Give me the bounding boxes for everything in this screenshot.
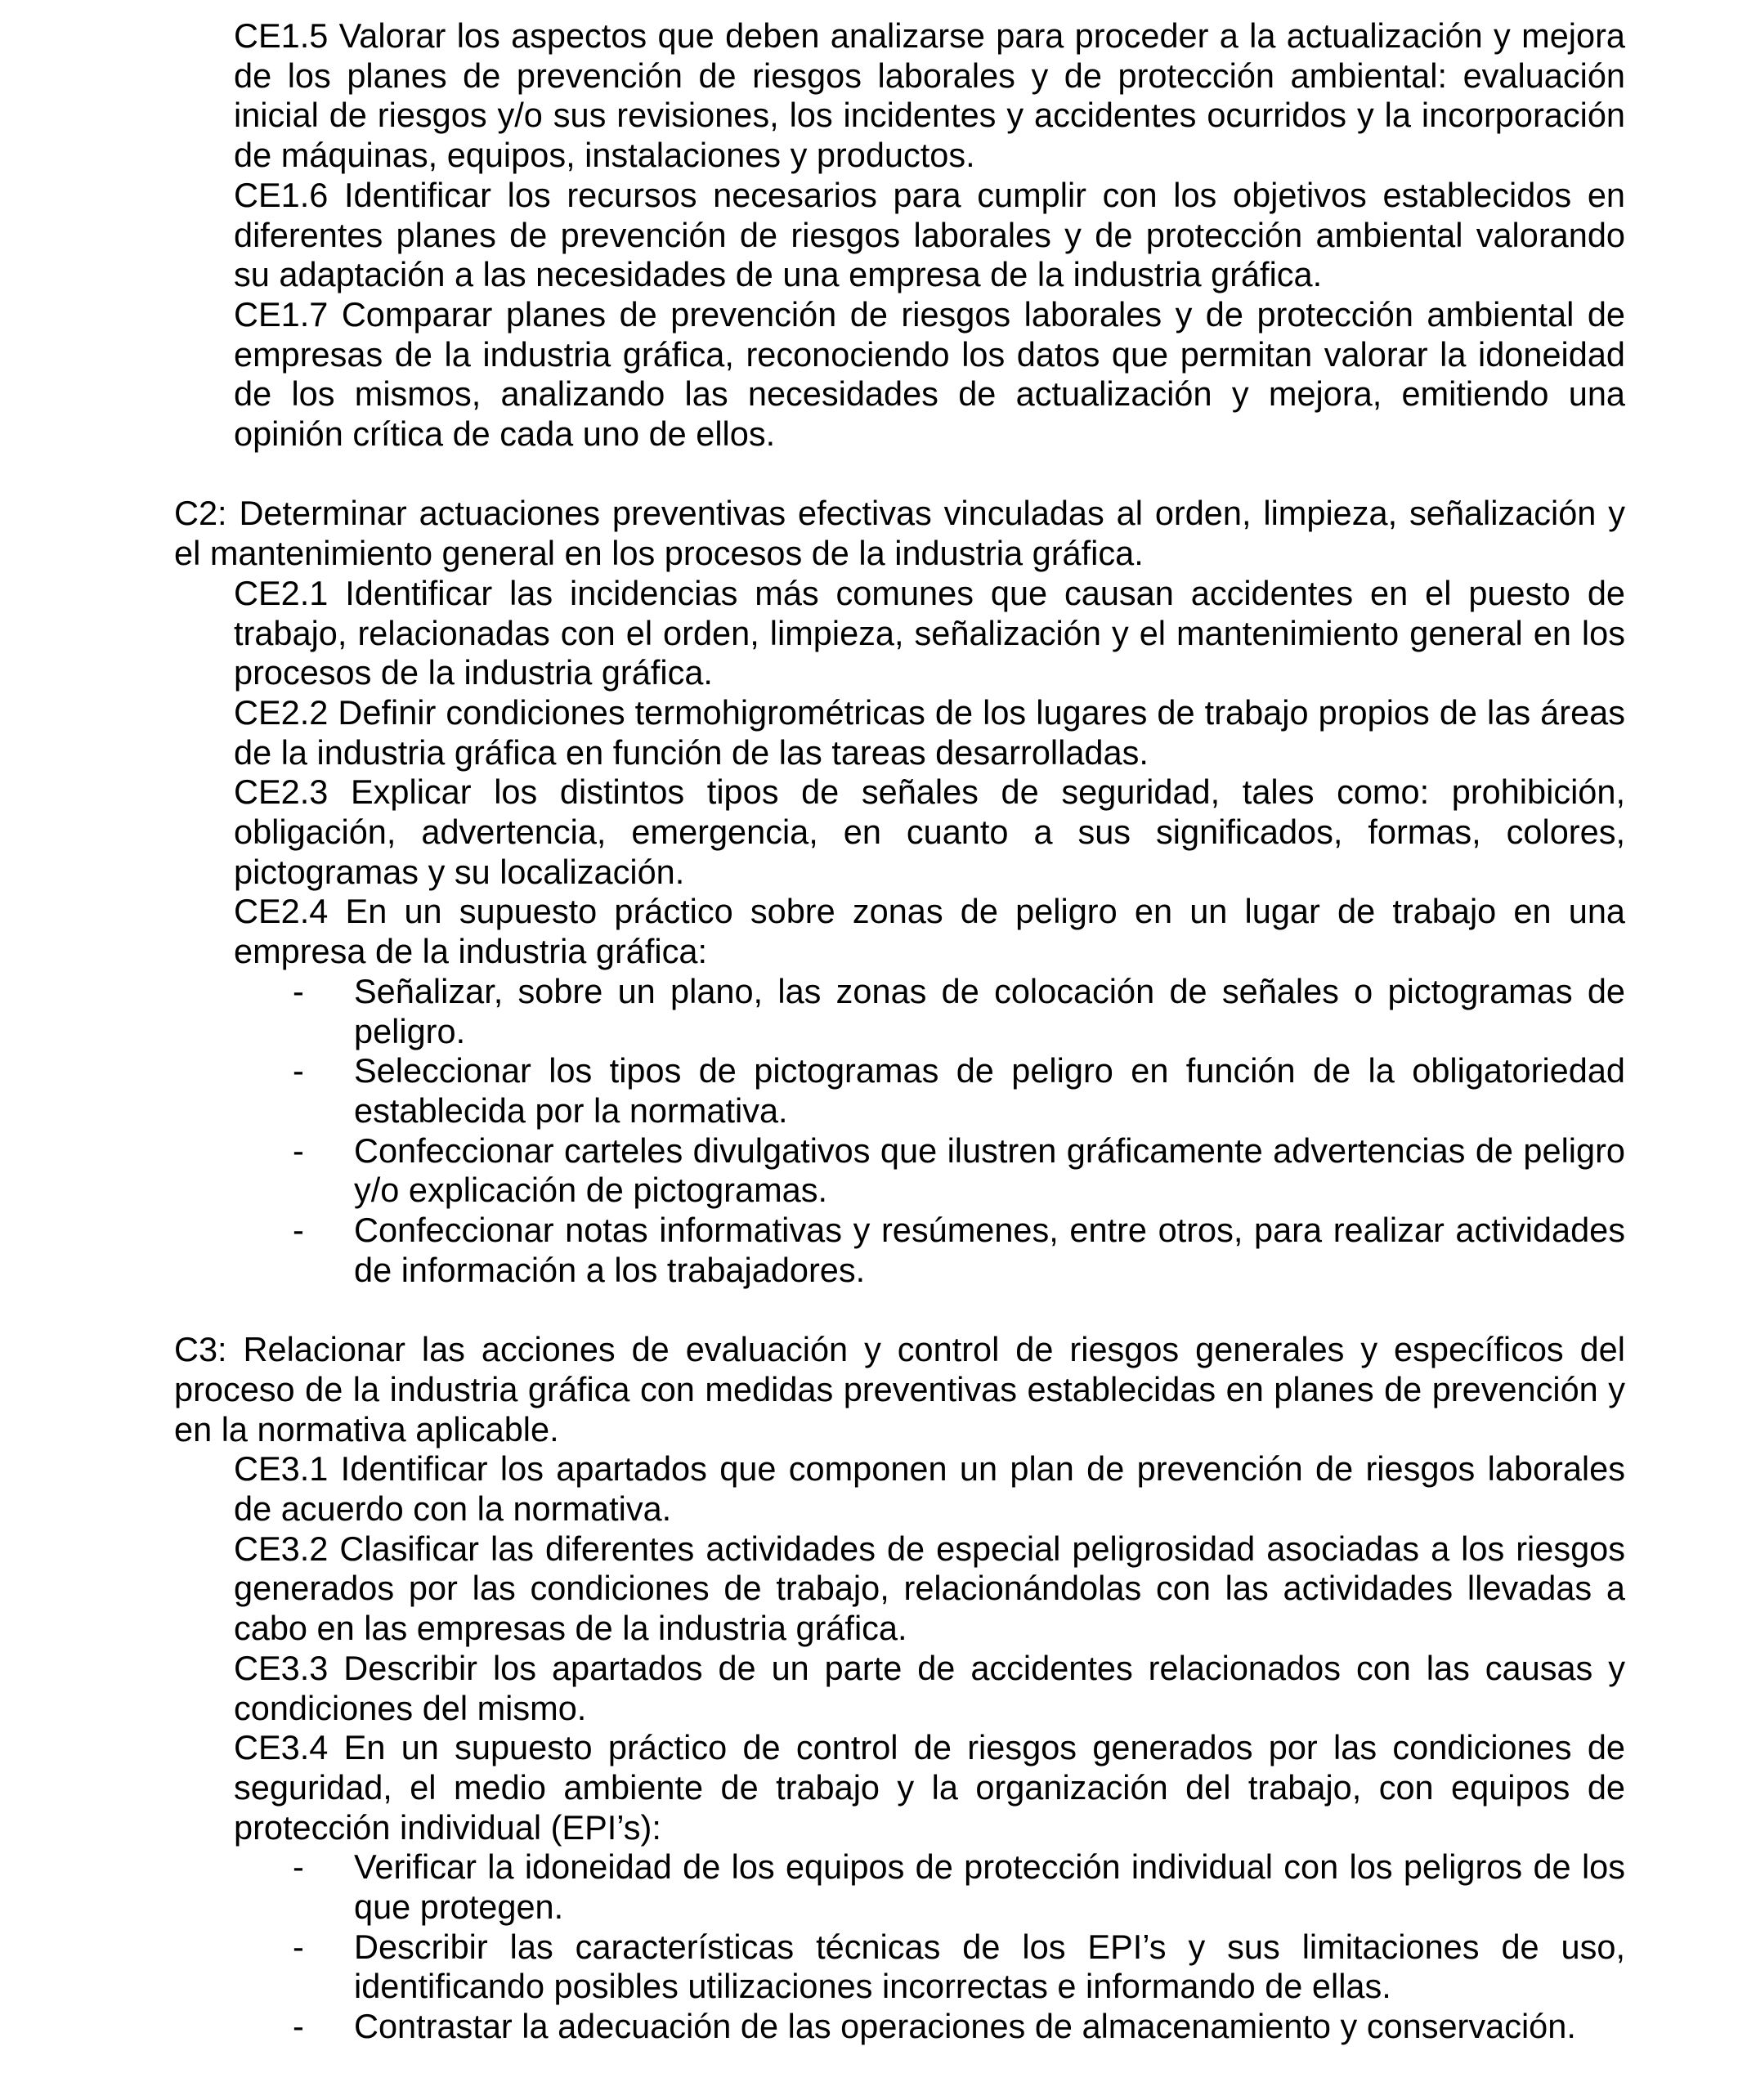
list-item-text: Verificar la idoneidad de los equipos de protección individual con los peligros de los que protegen. [354,1847,1625,1927]
list-item [293,1211,1625,1290]
list-item-text: Confeccionar carteles divulgativos que ilustren gráficamente advertencias de peligro y/o explicación de pictogramas. [354,1131,1625,1210]
list-item [293,1051,1625,1131]
criterion-ce3-4: CE3.4 En un supuesto práctico de control de riesgos generados por las condiciones de seguridad, el medio ambiente de trabajo y la organización del trabajo, con equipos de protección individual (EPI’s): [234,1728,1625,1847]
bullet-dash: - [293,971,304,1010]
list-item-text: Describir las características técnicas de los EPI’s y sus limitaciones de uso, identificando posibles utilizaciones incorrectas e informando de ellas. [354,1927,1625,2006]
criterion-ce1-5: CE1.5 Valorar los aspectos que deben analizarse para proceder a la actualización y mejora de los planes de prevención de riesgos laborales y de protección ambiental: evaluación inicial de riesgos y/o sus revisiones, los incidentes y accidentes ocurridos y la incorporación de máquinas, equipos, instalaciones y productos. [234,16,1625,175]
bullet-dash: - [293,2007,304,2046]
capacity-c2-heading: C2: Determinar actuaciones preventivas efectivas vinculadas al orden, limpieza, señalización y el mantenimiento general en los procesos de la industria gráfica. [174,494,1625,573]
paragraph-spacer [174,454,1625,495]
list-item [293,1927,1625,2007]
document-page [174,16,1625,2047]
list-item-text: Seleccionar los tipos de pictogramas de peligro en función de la obligatoriedad establecida por la normativa. [354,1051,1625,1130]
criterion-ce2-3: CE2.3 Explicar los distintos tipos de señales de seguridad, tales como: prohibición, obligación, advertencia, emergencia, en cuanto a sus significados, formas, colores, pictogramas y su localización. [234,772,1625,891]
list-item [293,1847,1625,1927]
criterion-ce3-2: CE3.2 Clasificar las diferentes actividades de especial peligrosidad asociadas a los riesgos generados por las condiciones de trabajo, relacionándolas con las actividades llevadas a cabo en las empresas de la industria gráfica. [234,1529,1625,1648]
criterion-ce3-3: CE3.3 Describir los apartados de un parte de accidentes relacionados con las causas y condiciones del mismo. [234,1648,1625,1727]
list-item-text: Señalizar, sobre un plano, las zonas de colocación de señales o pictogramas de peligro. [354,971,1625,1050]
bullet-dash: - [293,1927,304,1966]
criterion-ce3-1: CE3.1 Identificar los apartados que componen un plan de prevención de riesgos laborales de acuerdo con la normativa. [234,1449,1625,1528]
criterion-ce1-7: CE1.7 Comparar planes de prevención de riesgos laborales y de protección ambiental de empresas de la industria gráfica, reconociendo los datos que permitan valorar la idoneidad de los mismos, analizando las necesidades de actualización y mejora, emitiendo una opinión crítica de cada uno de ellos. [234,294,1625,454]
list-item [293,971,1625,1051]
ce2-4-bullet-list [174,972,1625,1291]
criterion-ce2-4: CE2.4 En un supuesto práctico sobre zonas de peligro en un lugar de trabajo en una empresa de la industria gráfica: [234,892,1625,971]
bullet-dash: - [293,1847,304,1887]
bullet-dash: - [293,1131,304,1170]
bullet-dash: - [293,1051,304,1090]
criterion-ce2-2: CE2.2 Definir condiciones termohigrométricas de los lugares de trabajo propios de las áreas de la industria gráfica en función de las tareas desarrolladas. [234,692,1625,772]
capacity-c3-heading: C3: Relacionar las acciones de evaluación y control de riesgos generales y específicos del proceso de la industria gráfica con medidas preventivas establecidas en planes de prevención y en la normativa aplicable. [174,1330,1625,1449]
list-item [293,1131,1625,1211]
paragraph-spacer [174,1290,1625,1330]
list-item-text: Contrastar la adecuación de las operaciones de almacenamiento y conservación. [354,2007,1576,2046]
bullet-dash: - [293,1211,304,1250]
criterion-ce1-6: CE1.6 Identificar los recursos necesarios para cumplir con los objetivos establecidos en diferentes planes de prevención de riesgos laborales y de protección ambiental valorando su adaptación a las necesidades de una empresa de la industria gráfica. [234,175,1625,294]
list-item-text: Confeccionar notas informativas y resúmenes, entre otros, para realizar actividades de información a los trabajadores. [354,1211,1625,1289]
list-item [293,2007,1625,2047]
ce3-4-bullet-list [174,1847,1625,2047]
criterion-ce2-1: CE2.1 Identificar las incidencias más comunes que causan accidentes en el puesto de trabajo, relacionadas con el orden, limpieza, señalización y el mantenimiento general en los procesos de la industria gráfica. [234,573,1625,692]
